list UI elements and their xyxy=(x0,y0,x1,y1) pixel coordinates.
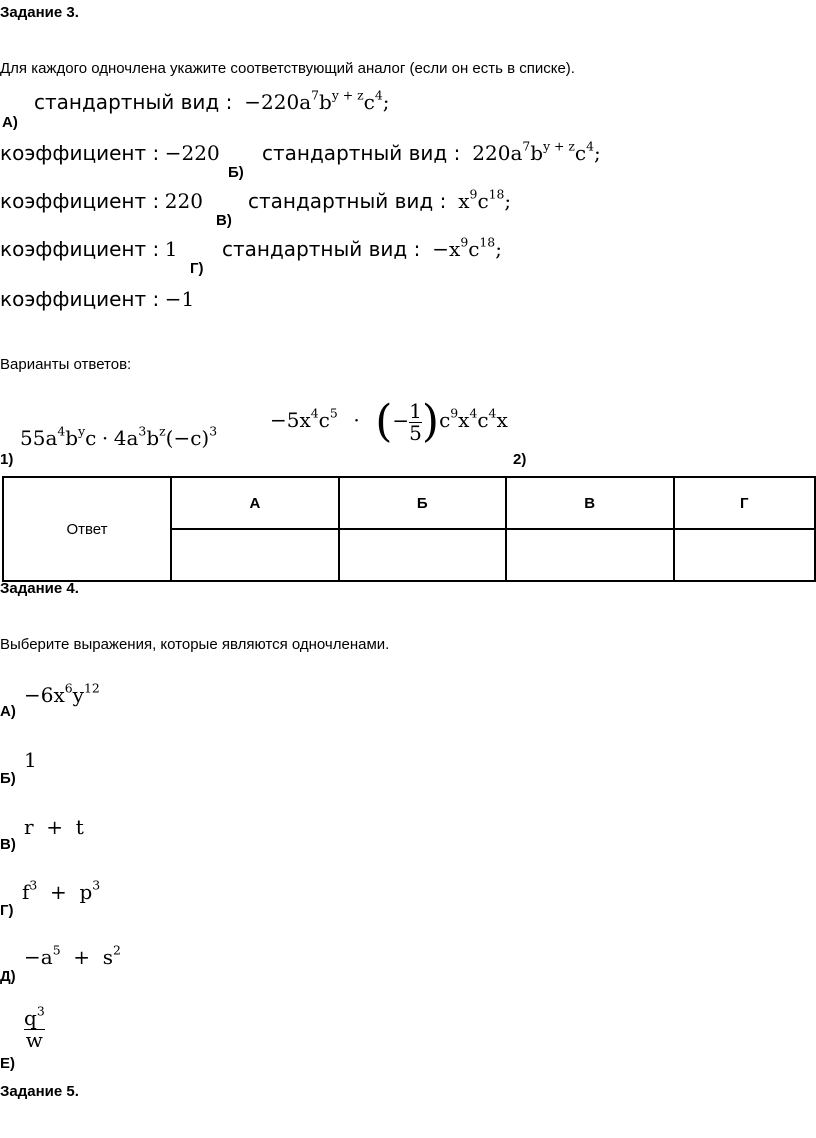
variants-label: Варианты ответов: xyxy=(0,356,132,373)
task4-title: Задание 4. xyxy=(0,580,79,597)
std-label: стандартный вид : xyxy=(262,141,461,165)
task3-b-standard-form: стандартный вид : $220a^7b^{y + z}c^4$; xyxy=(262,138,601,165)
task3-v-label: В) xyxy=(216,212,232,229)
task4-e-expression: $\frac{q^3}{w}$ xyxy=(24,1003,45,1052)
task4-g-expression: $f^3 + p^3$ xyxy=(22,877,101,904)
option-2-expression: $-5x^4c^5$ · (− $\frac{1}{5}$ )$c^9x^4c^4x$ xyxy=(270,396,508,447)
option-2-label: 2) xyxy=(513,451,527,468)
task3-instruction: Для каждого одночлена укажите соответствующий аналог (если он есть в списке). xyxy=(0,60,575,77)
task4-g-label: Г) xyxy=(0,902,14,919)
task4-d-label: Д) xyxy=(0,968,16,985)
task3-a-label: А) xyxy=(2,114,18,131)
task3-v-coefficient xyxy=(0,237,178,262)
task4-v-label: В) xyxy=(0,836,16,853)
coef-value: −220 xyxy=(164,141,220,165)
task4-a-label: А) xyxy=(0,703,16,720)
answer-col-a: А xyxy=(171,477,339,529)
task4-a-expression: $-6x^6y^{12}$ xyxy=(24,680,100,707)
answer-col-g: Г xyxy=(674,477,815,529)
coef-value: 220 xyxy=(164,189,203,213)
answer-col-v: В xyxy=(506,477,674,529)
task4-v-expression: r + t xyxy=(24,815,84,839)
coef-value: −1 xyxy=(164,287,195,311)
coef-value: 1 xyxy=(164,237,178,261)
task4-b-expression: 1 xyxy=(24,748,37,772)
multiply-sign: · xyxy=(353,408,360,433)
answer-table xyxy=(2,476,816,582)
answer-cell-b[interactable] xyxy=(339,529,506,581)
task3-v-standard-form: стандартный вид : $x^9c^{18}$; xyxy=(248,186,512,213)
std-label: стандартный вид : xyxy=(222,237,421,261)
task5-title: Задание 5. xyxy=(0,1083,79,1100)
task4-instruction: Выберите выражения, которые являются одночленами. xyxy=(0,636,390,653)
multiply-sign: · xyxy=(101,426,109,450)
option-1-expression: $55a^4b^yc \cdot 4a^3b^z(-c)^3$ xyxy=(20,423,218,450)
option-1-label: 1) xyxy=(0,451,14,468)
answer-cell-g[interactable] xyxy=(674,529,815,581)
task3-g-standard-form: стандартный вид : $-x^9c^{18}$; xyxy=(222,234,502,261)
task3-title: Задание 3. xyxy=(0,4,79,21)
answer-cell-a[interactable] xyxy=(171,529,339,581)
task4-b-label: Б) xyxy=(0,770,16,787)
task3-a-coefficient xyxy=(0,141,220,166)
task3-g-coefficient xyxy=(0,287,194,312)
task3-b-coefficient xyxy=(0,189,203,214)
task3-a-standard-form: стандартный вид : $-220a^7b^{y + z}c^4$; xyxy=(34,87,390,114)
coef-label: коэффициент : xyxy=(0,141,160,165)
answer-cell-v[interactable] xyxy=(506,529,674,581)
answer-col-b: Б xyxy=(339,477,506,529)
task4-e-label: Е) xyxy=(0,1055,15,1072)
answer-row-label: Ответ xyxy=(3,477,171,581)
std-label: стандартный вид : xyxy=(248,189,447,213)
task3-b-label: Б) xyxy=(228,164,244,181)
coef-label: коэффициент : xyxy=(0,237,160,261)
std-label: стандартный вид : xyxy=(34,90,233,114)
coef-label: коэффициент : xyxy=(0,287,160,311)
task3-g-label: Г) xyxy=(190,260,204,277)
task4-d-expression: $-a^5 + s^2$ xyxy=(24,942,121,969)
coef-label: коэффициент : xyxy=(0,189,160,213)
